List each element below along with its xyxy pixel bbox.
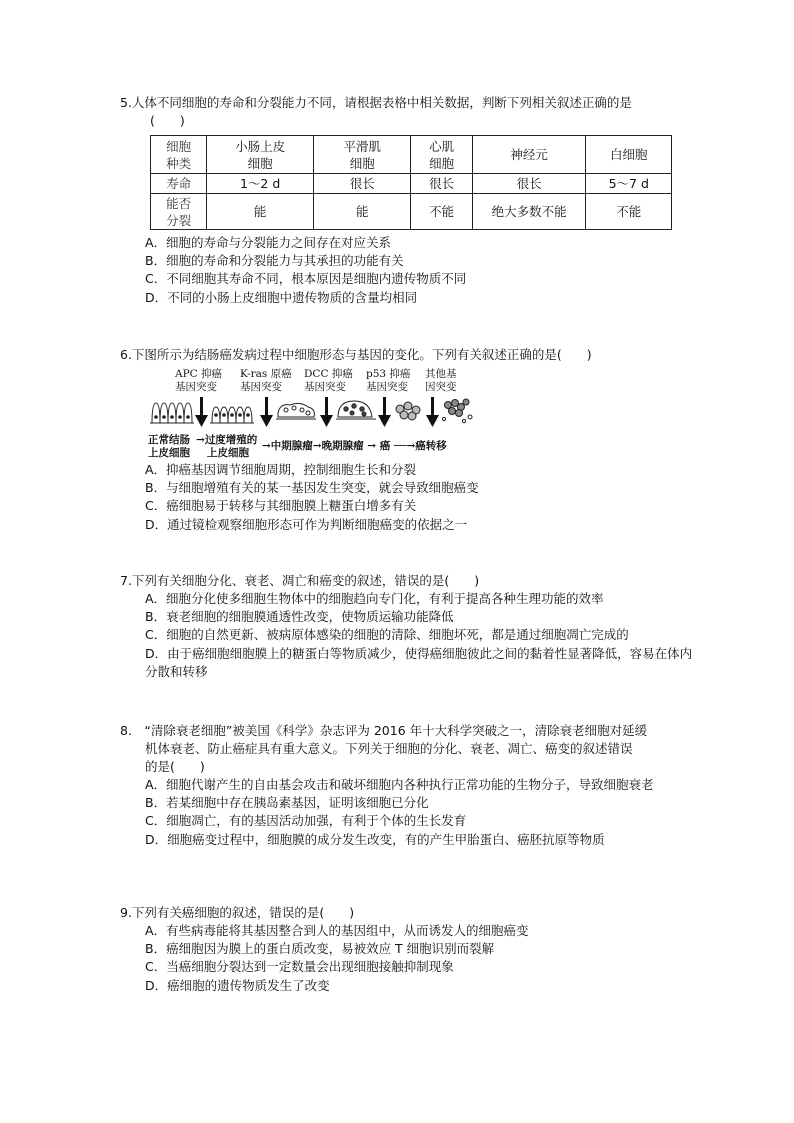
option-b: B．与细胞增殖有关的某一基因发生突变，就会导致细胞癌变 (145, 480, 479, 496)
option-b: B．衰老细胞的细胞膜通透性改变，使物质运输功能降低 (145, 609, 454, 625)
option-c: C．当癌细胞分裂达到一定数量会出现细胞接触抑制现象 (145, 959, 454, 975)
gene-label-dcc-2: 基因突变 (304, 381, 346, 393)
stage-label-hyper: →过度增殖的 (196, 434, 258, 446)
table-cell: 不能 (586, 194, 672, 230)
option-d: D．癌细胞的遗传物质发生了改变 (145, 977, 330, 993)
option-a: A．细胞分化使多细胞生物体中的细胞趋向专门化，有利于提高各种生理功能的效率 (145, 591, 604, 606)
header-cell: 平滑肌 细胞 (313, 136, 411, 174)
table-cell: 能 (207, 194, 314, 230)
header-cell: 心肌 细胞 (411, 136, 472, 174)
option-c: C．不同细胞其寿命不同，根本原因是细胞内遗传物质不同 (145, 271, 467, 287)
q9-stem: 9.下列有关癌细胞的叙述，错误的是( ) (120, 905, 355, 920)
option-a: A．细胞代谢产生的自由基会攻击和破坏细胞内各种执行正常功能的生物分子，导致细胞衰老 (145, 777, 654, 792)
gene-label-other-2: 因突变 (425, 381, 457, 393)
stage-label-sequence: →中期腺瘤→晚期腺瘤 → 癌 ──→癌转移 (262, 440, 447, 452)
q5-options (145, 234, 705, 307)
q7-options (145, 590, 700, 681)
q5-data-table (150, 135, 672, 230)
table-cell: 很长 (411, 174, 472, 194)
option-d: D．由于癌细胞细胞膜上的糖蛋白等物质减少，使得癌细胞彼此之间的黏着性显著降低，容易在体内分散和转移 (145, 645, 693, 679)
q6-stem: 6.下图所示为结肠癌发病过程中细胞形态与基因的变化。下列有关叙述正确的是( ) (120, 347, 592, 362)
gene-label-apc-2: 基因突变 (175, 381, 217, 393)
arrow-down-icon (260, 397, 273, 427)
option-c: C．癌细胞易于转移与其细胞膜上糖蛋白增多有关 (145, 498, 417, 514)
gene-label-kras: K-ras 原癌 (240, 368, 292, 380)
header-cell: 细胞 种类 (151, 136, 207, 174)
table-row-division (151, 194, 672, 230)
stage-label-normal: 正常结肠 (148, 434, 190, 446)
option-d: D．通过镜检观察细胞形态可作为判断细胞癌变的依据之一 (145, 516, 468, 532)
table-header-row (151, 136, 672, 174)
gene-label-other: 其他基 (425, 368, 457, 380)
q8-stem-line-1: 8. “清除衰老细胞”被美国《科学》杂志评为 2016 年十大科学突破之一，清除衰老细胞对延缓 (120, 723, 648, 738)
metastasis-icon (442, 399, 472, 423)
option-b: B．癌细胞因为膜上的蛋白质改变，易被效应 T 细胞识别而裂解 (145, 941, 495, 957)
table-cell: 能 (313, 194, 411, 230)
option-d: D．细胞癌变过程中，细胞膜的成分发生改变，有的产生甲胎蛋白、癌胚抗原等物质 (145, 831, 605, 847)
option-d: D．不同的小肠上皮细胞中遗传物质的含量均相同 (145, 289, 418, 305)
arrow-down-icon (378, 397, 391, 427)
q5-stem (120, 94, 705, 130)
normal-epithelium-icon (150, 403, 194, 423)
table-cell: 绝大多数不能 (472, 194, 586, 230)
arrow-down-icon (195, 397, 208, 427)
cell-stages-illustration (148, 395, 478, 435)
option-b: B．若某细胞中存在胰岛素基因，证明该细胞已分化 (145, 795, 429, 811)
q9-options (145, 922, 705, 995)
option-c: C．细胞凋亡，有的基因活动加强，有利于个体的生长发育 (145, 813, 467, 829)
q5-stem-text: 5.人体不同细胞的寿命和分裂能力不同，请根据表格中相关数据，判断下列相关叙述正确的是 (120, 95, 632, 110)
arrow-down-icon (320, 397, 333, 427)
q5-answer-paren: ( ) (150, 113, 185, 128)
table-cell: 很长 (313, 174, 411, 194)
header-cell: 神经元 (472, 136, 586, 174)
table-cell: 寿命 (151, 174, 207, 194)
option-a: A．抑癌基因调节细胞周期，控制细胞生长和分裂 (145, 462, 417, 477)
gene-label-p53: p53 抑癌 (366, 368, 411, 380)
header-cell: 小肠上皮 细胞 (207, 136, 314, 174)
q8-stem-line-3: 的是( ) (145, 759, 205, 774)
option-b: B．细胞的寿命和分裂能力与其承担的功能有关 (145, 253, 404, 269)
table-cell: 很长 (472, 174, 586, 194)
table-cell: 5～7 d (586, 174, 672, 194)
option-c: C．细胞的自然更新、被病原体感染的细胞的清除、细胞坏死，都是通过细胞凋亡完成的 (145, 627, 629, 643)
table-cell: 1～2 d (207, 174, 314, 194)
gene-label-kras-2: 基因突变 (240, 381, 282, 393)
colon-cancer-diagram (148, 365, 478, 460)
table-cell: 不能 (411, 194, 472, 230)
arrow-down-icon (426, 397, 439, 427)
gene-label-dcc: DCC 抑癌 (304, 368, 353, 380)
q8-stem-line-2: 机体衰老、防止癌症具有重大意义。下列关于细胞的分化、衰老、凋亡、癌变的叙述错误 (145, 741, 633, 756)
q7-stem: 7.下列有关细胞分化、衰老、凋亡和癌变的叙述，错误的是( ) (120, 573, 480, 588)
table-cell: 能否 分裂 (151, 194, 207, 230)
header-cell: 白细胞 (586, 136, 672, 174)
middle-adenoma-icon (276, 403, 316, 419)
q8-options (145, 776, 705, 849)
option-a: A．细胞的寿命与分裂能力之间存在对应关系 (145, 235, 392, 250)
q8-stem (120, 722, 710, 776)
table-row-lifespan (151, 174, 672, 194)
option-a: A．有些病毒能将其基因整合到人的基因组中，从而诱发人的细胞癌变 (145, 923, 529, 938)
carcinoma-icon (396, 402, 420, 420)
hyperplasia-icon (210, 407, 254, 423)
gene-label-p53-2: 基因突变 (366, 381, 408, 393)
late-adenoma-icon (336, 401, 376, 419)
stage-label-hyper-2: 上皮细胞 (207, 447, 249, 459)
stage-label-normal-2: 上皮细胞 (148, 447, 190, 459)
q6-options (145, 461, 705, 534)
gene-label-apc: APC 抑癌 (175, 368, 223, 380)
